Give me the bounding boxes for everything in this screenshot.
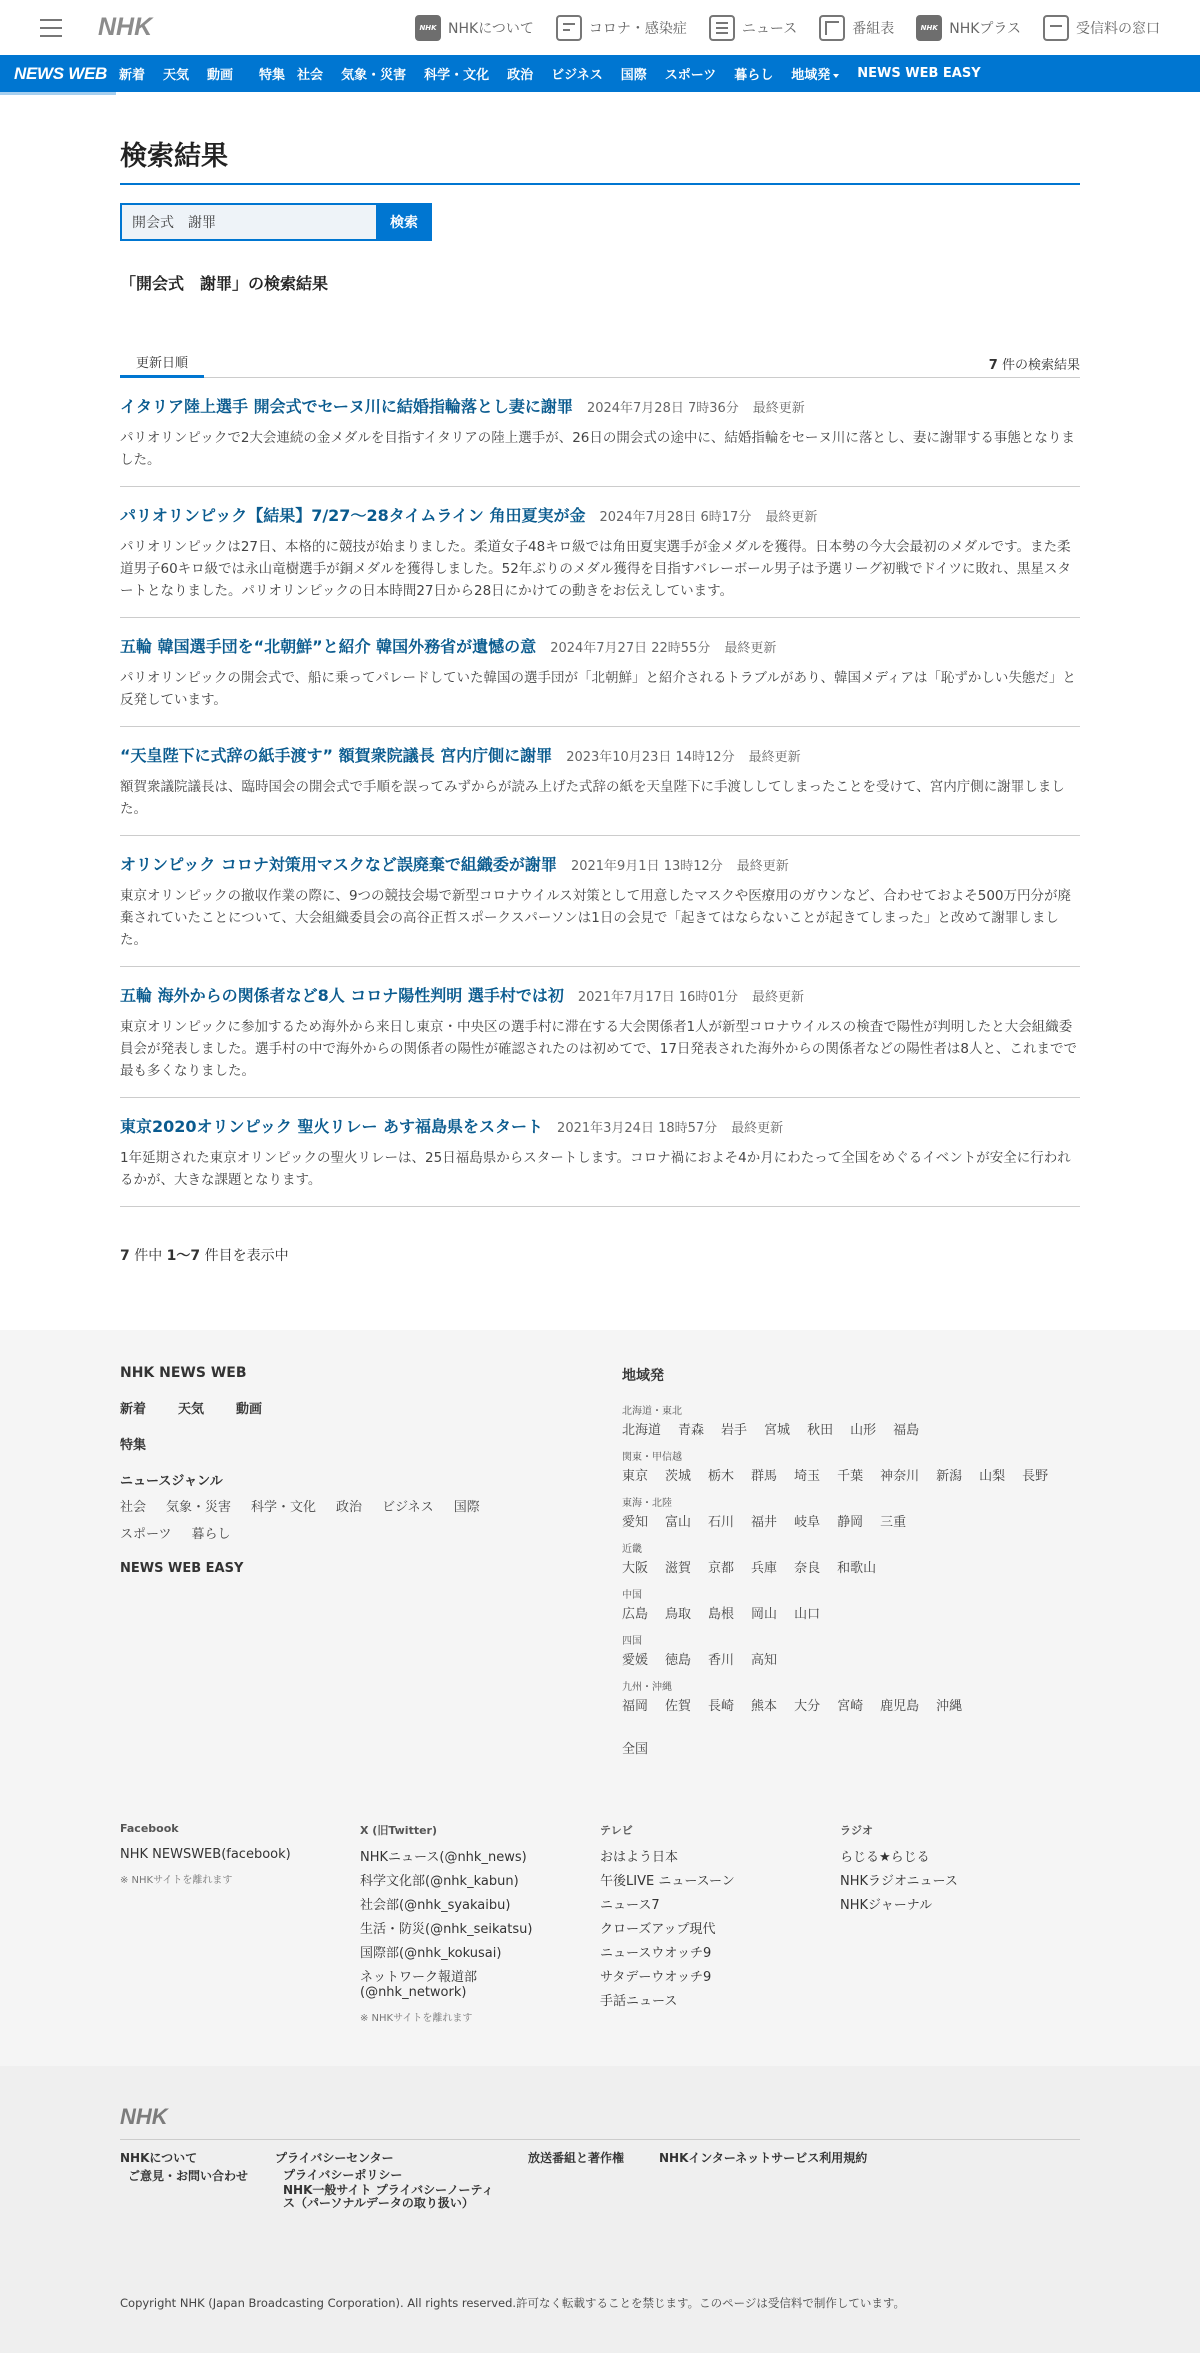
- nav-item-politics[interactable]: 政治: [507, 68, 534, 83]
- region-name: 中国: [622, 1590, 642, 1601]
- prefecture-link[interactable]: 長崎: [708, 1699, 735, 1714]
- footer-genre-link[interactable]: 政治: [336, 1500, 363, 1515]
- result-item: [120, 618, 1080, 727]
- news-icon: [709, 15, 735, 41]
- nav-item-science-culture[interactable]: 科学・文化: [424, 68, 490, 83]
- nhk-logo[interactable]: NHK: [98, 13, 153, 41]
- prefecture-link[interactable]: 大分: [794, 1699, 821, 1714]
- nav-item-society[interactable]: 社会: [297, 68, 324, 83]
- prefecture-link[interactable]: 青森: [678, 1423, 705, 1438]
- prefecture-link[interactable]: 京都: [708, 1561, 735, 1576]
- x-account-link[interactable]: NHKニュース(@nhk_news): [360, 1850, 527, 1865]
- link-corona[interactable]: [556, 15, 687, 41]
- prefecture-link[interactable]: 三重: [880, 1515, 907, 1530]
- prefecture-link[interactable]: 佐賀: [665, 1699, 692, 1714]
- region-prefecture-list: [622, 1465, 1080, 1484]
- result-item: [120, 967, 1080, 1098]
- link-label: 番組表: [852, 20, 895, 37]
- region-group: [622, 1448, 1080, 1484]
- result-count-number: 7: [988, 358, 998, 373]
- external-note: ※ NHKサイトを離れます: [120, 1875, 233, 1886]
- nav-item-living[interactable]: 暮らし: [734, 68, 774, 83]
- prefecture-link[interactable]: 岡山: [751, 1607, 778, 1622]
- region-name: 近畿: [622, 1544, 642, 1555]
- footer-nhk-logo[interactable]: NHK: [120, 2104, 1080, 2140]
- result-title-link[interactable]: 五輪 韓国選手団を“北朝鮮”と紹介 韓国外務省が遺憾の意: [120, 637, 537, 656]
- footer-link-new[interactable]: 新着: [120, 1402, 147, 1417]
- footer-regional: [622, 1365, 1080, 1757]
- result-updated-label: 最終更新: [748, 750, 801, 765]
- nav-item-international[interactable]: 国際: [620, 68, 647, 83]
- footer-link-contact[interactable]: ご意見・お問い合わせ: [128, 2169, 249, 2183]
- region-name: 東海・北陸: [622, 1498, 672, 1509]
- tv-program-link[interactable]: クローズアップ現代: [600, 1922, 716, 1937]
- footer-link-weather[interactable]: 天気: [178, 1402, 205, 1417]
- footer-news-web: [120, 1365, 622, 1757]
- nav-item-business[interactable]: ビジネス: [551, 68, 603, 83]
- region-prefecture-list: [622, 1557, 1080, 1576]
- region-prefecture-list: [622, 1419, 1080, 1438]
- results-list: [120, 378, 1080, 1207]
- global-header: [0, 0, 1200, 55]
- result-updated-label: 最終更新: [765, 510, 818, 525]
- menu-icon[interactable]: [40, 19, 62, 37]
- footer-link-video[interactable]: 動画: [236, 1402, 263, 1417]
- region-group: [622, 1678, 1080, 1714]
- site-footer: [0, 1330, 1200, 2353]
- footer-facebook: [120, 1822, 360, 2024]
- footer-genre-link[interactable]: 気象・災害: [166, 1500, 232, 1515]
- link-label: NHKについて: [448, 20, 534, 37]
- prefecture-link[interactable]: 熊本: [751, 1699, 778, 1714]
- prefecture-link[interactable]: 山梨: [979, 1469, 1006, 1484]
- prefecture-link[interactable]: 広島: [622, 1607, 649, 1622]
- link-nhk-plus[interactable]: [916, 15, 1021, 41]
- x-account-link[interactable]: 社会部(@nhk_syakaibu): [360, 1898, 511, 1913]
- prefecture-link[interactable]: 大阪: [622, 1561, 649, 1576]
- radio-program-link[interactable]: NHKラジオニュース: [840, 1874, 958, 1889]
- footer-news-web-title: NHK NEWS WEB: [120, 1365, 247, 1381]
- link-fee-window[interactable]: [1043, 15, 1160, 41]
- footer-genre-link[interactable]: 社会: [120, 1500, 147, 1515]
- result-title-link[interactable]: 東京2020オリンピック 聖火リレー あす福島県をスタート: [120, 1117, 544, 1136]
- prefecture-link[interactable]: 愛媛: [622, 1653, 649, 1668]
- program-guide-icon: [819, 15, 845, 41]
- region-group: [622, 1494, 1080, 1530]
- link-news[interactable]: [709, 15, 797, 41]
- result-updated-label: 最終更新: [751, 990, 804, 1005]
- tv-program-link[interactable]: 手話ニュース: [600, 1994, 678, 2009]
- region-group: [622, 1540, 1080, 1576]
- link-label: ニュース: [741, 20, 798, 37]
- result-date: 2021年3月24日 18時57分: [557, 1121, 718, 1136]
- x-account-link[interactable]: ネットワーク報道部(@nhk_network): [360, 1970, 478, 2000]
- result-item: [120, 836, 1080, 967]
- main-content: [120, 92, 1080, 1265]
- nhk-plus-icon: NHK: [916, 15, 942, 41]
- region-prefecture-list: [622, 1695, 1080, 1714]
- pager-total: 7: [120, 1248, 130, 1264]
- region-name: 関東・甲信越: [622, 1452, 682, 1463]
- x-account-link[interactable]: 国際部(@nhk_kokusai): [360, 1946, 502, 1961]
- result-updated-label: 最終更新: [724, 641, 777, 656]
- footer-link-privacy-policy[interactable]: プライバシーポリシー: [283, 2168, 403, 2182]
- region-group: [622, 1586, 1080, 1622]
- nav-item-video[interactable]: 動画: [207, 68, 234, 83]
- region-name: 九州・沖縄: [622, 1682, 672, 1693]
- result-title-link[interactable]: イタリア陸上選手 開会式でセーヌ川に結婚指輪落とし妻に謝罪: [120, 397, 573, 416]
- prefecture-link[interactable]: 千葉: [837, 1469, 864, 1484]
- prefecture-link[interactable]: 滋賀: [665, 1561, 692, 1576]
- footer-bottom: [0, 2066, 1200, 2353]
- footer-link-copyright-works[interactable]: 放送番組と著作権: [528, 2151, 625, 2165]
- result-updated-label: 最終更新: [736, 859, 789, 874]
- prefecture-link[interactable]: 新潟: [936, 1469, 963, 1484]
- prefecture-link[interactable]: 奈良: [794, 1561, 821, 1576]
- result-title-link[interactable]: オリンピック コロナ対策用マスクなど誤廃棄で組織委が謝罪: [120, 855, 557, 874]
- link-label: NHKプラス: [949, 20, 1021, 37]
- result-count-suffix: 件の検索結果: [1001, 358, 1080, 373]
- footer-link-privacy-center[interactable]: プライバシーセンター: [275, 2151, 394, 2165]
- footer-link-privacy-notice[interactable]: NHK一般サイト プライバシーノーティス（パーソナルデータの取り扱い）: [283, 2183, 494, 2210]
- result-description: パリオリンピックは27日、本格的に競技が始まりました。柔道女子48キロ級では角田夏実選手が金メダルを獲得。日本勢の今大会最初のメダルです。また柔道男子60キロ級では永山竜樹選手が銅メダルを獲得しました。52年ぶりのメダル獲得を目指すバレーボール男子は予選リーグ初戦でドイツに敗れ、黒星スタートとなりました。パリオリンピックの日本時間27日から28日にかけての動きをお伝えしています。: [120, 539, 1071, 599]
- prefecture-link[interactable]: 和歌山: [837, 1561, 877, 1576]
- page-title: 検索結果: [120, 134, 1080, 185]
- footer-social: [120, 1822, 1080, 2024]
- prefecture-link[interactable]: 長野: [1022, 1469, 1049, 1484]
- result-date: 2023年10月23日 14時12分: [566, 750, 735, 765]
- prefecture-link[interactable]: 神奈川: [880, 1469, 920, 1484]
- result-date: 2021年7月17日 16時01分: [577, 990, 738, 1005]
- prefecture-link[interactable]: 兵庫: [751, 1561, 778, 1576]
- footer-genre-link[interactable]: 科学・文化: [251, 1500, 317, 1515]
- result-date: 2024年7月28日 6時17分: [599, 510, 752, 525]
- nhk-logo-icon: NHK: [415, 15, 441, 41]
- prefecture-link[interactable]: 岩手: [721, 1423, 748, 1438]
- tv-program-link[interactable]: 午後LIVE ニュースーン: [600, 1874, 735, 1889]
- prefecture-link[interactable]: 福岡: [622, 1699, 649, 1714]
- prefecture-link[interactable]: 高知: [751, 1653, 778, 1668]
- footer-link-news-web-easy[interactable]: NEWS WEB EASY: [120, 1561, 244, 1576]
- prefecture-link[interactable]: 埼玉: [794, 1469, 821, 1484]
- prefecture-link[interactable]: 富山: [665, 1515, 692, 1530]
- nav-item-sports[interactable]: スポーツ: [664, 68, 717, 83]
- prefecture-link[interactable]: 島根: [708, 1607, 735, 1622]
- x-account-link[interactable]: 生活・防災(@nhk_seikatsu): [360, 1922, 533, 1937]
- link-label: 受信料の窓口: [1076, 20, 1160, 37]
- footer-genre-link[interactable]: 暮らし: [191, 1527, 231, 1542]
- prefecture-link[interactable]: 山口: [794, 1607, 821, 1622]
- footer-link-nationwide[interactable]: 全国: [622, 1742, 649, 1757]
- prefecture-link[interactable]: 愛知: [622, 1515, 649, 1530]
- link-about-nhk[interactable]: [415, 15, 534, 41]
- prefecture-link[interactable]: 茨城: [665, 1469, 692, 1484]
- fee-window-icon: [1043, 15, 1069, 41]
- result-item: [120, 487, 1080, 618]
- prefecture-link[interactable]: 鹿児島: [880, 1699, 920, 1714]
- footer-regional-title: 地域発: [622, 1368, 664, 1384]
- prefecture-link[interactable]: 福井: [751, 1515, 778, 1530]
- prefecture-link[interactable]: 静岡: [837, 1515, 864, 1530]
- sort-bar: [120, 352, 1080, 378]
- facebook-link[interactable]: NHK NEWSWEB(facebook): [120, 1847, 291, 1862]
- result-description: パリオリンピックの開会式で、船に乗ってパレードしていた韓国の選手団が「北朝鮮」と紹介されるトラブルがあり、韓国メディアは「恥ずかしい失態だ」と反発しています。: [120, 670, 1076, 708]
- footer-genre-link[interactable]: 国際: [453, 1500, 480, 1515]
- search-input[interactable]: [120, 203, 376, 241]
- tv-program-link[interactable]: おはよう日本: [600, 1850, 679, 1865]
- footer-genre-list: [120, 1496, 540, 1542]
- footer-link-terms[interactable]: NHKインターネットサービス利用規約: [659, 2151, 868, 2165]
- region-name: 北海道・東北: [622, 1406, 682, 1417]
- result-description: 東京オリンピックに参加するため海外から来日し東京・中央区の選手村に滞在する大会関係者1人が新型コロナウイルスの検査で陽性が判明したと大会組織委員会が発表しました。選手村の中で海外からの関係者の陽性が確認されたのは初めてで、17日発表された海外からの関係者などの陽性者は8人と、これまでで最も多くなりました。: [120, 1019, 1077, 1079]
- copyright-text: Copyright NHK (Japan Broadcasting Corporation). All rights reserved.許可なく転載することを禁じます。このページは受信料で制作しています。: [120, 2296, 905, 2310]
- prefecture-link[interactable]: 北海道: [622, 1423, 662, 1438]
- pager-middle: 件中: [134, 1248, 163, 1264]
- news-web-nav: [0, 55, 1200, 92]
- tv-program-link[interactable]: ニュースウオッチ9: [600, 1946, 712, 1961]
- search-form: [120, 203, 1080, 241]
- prefecture-link[interactable]: 栃木: [708, 1469, 735, 1484]
- radio-program-link[interactable]: NHKジャーナル: [840, 1898, 933, 1913]
- prefecture-link[interactable]: 岐阜: [794, 1515, 821, 1530]
- tv-program-link[interactable]: ニュース7: [600, 1898, 660, 1913]
- result-date: 2024年7月28日 7時36分: [586, 401, 739, 416]
- pager-range: 1〜7: [166, 1248, 201, 1264]
- result-description: 東京オリンピックの撤収作業の際に、9つの競技会場で新型コロナウイルス対策として用意したマスクや医療用のガウンなど、合わせておよそ500万円分が廃棄されていたことについて、大会組織委員会の高谷正哲スポークスパーソンは1日の会見で「起きてはならないことが起きてしまった」と改めて謝罪しました。: [120, 888, 1072, 948]
- footer-x: [360, 1822, 600, 2024]
- result-updated-label: 最終更新: [752, 401, 805, 416]
- prefecture-link[interactable]: 香川: [708, 1653, 735, 1668]
- facebook-title: Facebook: [120, 1822, 179, 1835]
- x-account-link[interactable]: 科学文化部(@nhk_kabun): [360, 1874, 519, 1889]
- result-title-link[interactable]: “天皇陛下に式辞の紙手渡す” 額賀衆院議長 宮内庁側に謝罪: [120, 746, 553, 765]
- prefecture-link[interactable]: 秋田: [807, 1423, 834, 1438]
- footer-link-about[interactable]: NHKについて: [120, 2151, 198, 2165]
- result-item: [120, 378, 1080, 487]
- result-item: [120, 1098, 1080, 1207]
- result-date: 2021年9月1日 13時12分: [570, 859, 723, 874]
- nav-item-new[interactable]: 新着: [118, 68, 145, 83]
- sort-tab-updated[interactable]: 更新日順: [120, 352, 204, 378]
- nav-active-indicator: [0, 92, 116, 95]
- prefecture-link[interactable]: 鳥取: [665, 1607, 692, 1622]
- news-web-logo[interactable]: NEWS WEB: [14, 63, 107, 83]
- result-description: 額賀衆議院議長は、臨時国会の開会式で手順を誤ってみずからが読み上げた式辞の紙を天皇陛下に手渡ししてしまったことを受けて、宮内庁側に謝罪しました。: [120, 779, 1065, 817]
- region-name: 四国: [622, 1636, 642, 1647]
- footer-bottom-links: [120, 2151, 1080, 2210]
- nav-item-weather[interactable]: 天気: [163, 68, 190, 83]
- prefecture-link[interactable]: 宮崎: [837, 1699, 864, 1714]
- result-title-link[interactable]: パリオリンピック【結果】7/27〜28タイムライン 角田夏実が金: [120, 506, 586, 525]
- region-prefecture-list: [622, 1511, 1080, 1530]
- result-item: [120, 727, 1080, 836]
- footer-genre-title: ニュースジャンル: [120, 1474, 223, 1489]
- nav-item-weather-disaster[interactable]: 気象・災害: [341, 68, 407, 83]
- global-links: [415, 15, 1160, 41]
- radio-title: ラジオ: [840, 1824, 873, 1837]
- prefecture-link[interactable]: 東京: [622, 1469, 649, 1484]
- region-group: [622, 1402, 1080, 1438]
- corona-icon: [556, 15, 582, 41]
- nav-item-news-web-easy[interactable]: NEWS WEB EASY: [857, 66, 981, 81]
- tv-title: テレビ: [600, 1824, 633, 1837]
- prefecture-link[interactable]: 徳島: [665, 1653, 692, 1668]
- prefecture-link[interactable]: 沖縄: [936, 1699, 963, 1714]
- pager-suffix: 件目を表示中: [204, 1248, 289, 1264]
- prefecture-link[interactable]: 石川: [708, 1515, 735, 1530]
- query-heading: 「開会式 謝罪」の検索結果: [120, 274, 329, 293]
- external-note: ※ NHKサイトを離れます: [360, 2013, 473, 2024]
- prefecture-link[interactable]: 群馬: [751, 1469, 778, 1484]
- result-description: パリオリンピックで2大会連続の金メダルを目指すイタリアの陸上選手が、26日の開会式の途中に、結婚指輪をセーヌ川に落とし、妻に謝罪する事態となりました。: [120, 430, 1075, 468]
- region-prefecture-list: [622, 1603, 1080, 1622]
- nav-item-special[interactable]: 特集: [259, 68, 286, 83]
- radio-program-link[interactable]: らじる★らじる: [840, 1850, 930, 1865]
- link-program-guide[interactable]: [819, 15, 894, 41]
- result-updated-label: 最終更新: [731, 1121, 784, 1136]
- prefecture-link[interactable]: 宮城: [764, 1423, 791, 1438]
- footer-link-special[interactable]: 特集: [120, 1438, 147, 1453]
- nav-item-regional[interactable]: 地域発: [791, 64, 839, 83]
- region-prefecture-list: [622, 1649, 1080, 1668]
- result-title-link[interactable]: 五輪 海外からの関係者など8人 コロナ陽性判明 選手村では初: [120, 986, 564, 1005]
- footer-tv: [600, 1822, 840, 2024]
- result-description: 1年延期された東京オリンピックの聖火リレーは、25日福島県からスタートします。コロナ禍におよそ4か月にわたって全国をめぐるイベントが安全に行われるかが、大きな課題となります。: [120, 1150, 1071, 1188]
- search-button[interactable]: 検索: [376, 203, 432, 241]
- prefecture-link[interactable]: 山形: [850, 1423, 877, 1438]
- result-date: 2024年7月27日 22時55分: [550, 641, 711, 656]
- tv-program-link[interactable]: サタデーウオッチ9: [600, 1970, 712, 1985]
- result-count: [989, 354, 1080, 377]
- footer-genre-link[interactable]: ビジネス: [382, 1500, 434, 1515]
- prefecture-link[interactable]: 福島: [893, 1423, 920, 1438]
- link-label: コロナ・感染症: [588, 20, 687, 37]
- region-group: [622, 1632, 1080, 1668]
- pagination-status: [120, 1245, 1080, 1265]
- footer-radio: [840, 1822, 1080, 2024]
- region-list: [622, 1402, 1080, 1714]
- x-title: X (旧Twitter): [360, 1824, 437, 1837]
- footer-genre-link[interactable]: スポーツ: [120, 1527, 172, 1542]
